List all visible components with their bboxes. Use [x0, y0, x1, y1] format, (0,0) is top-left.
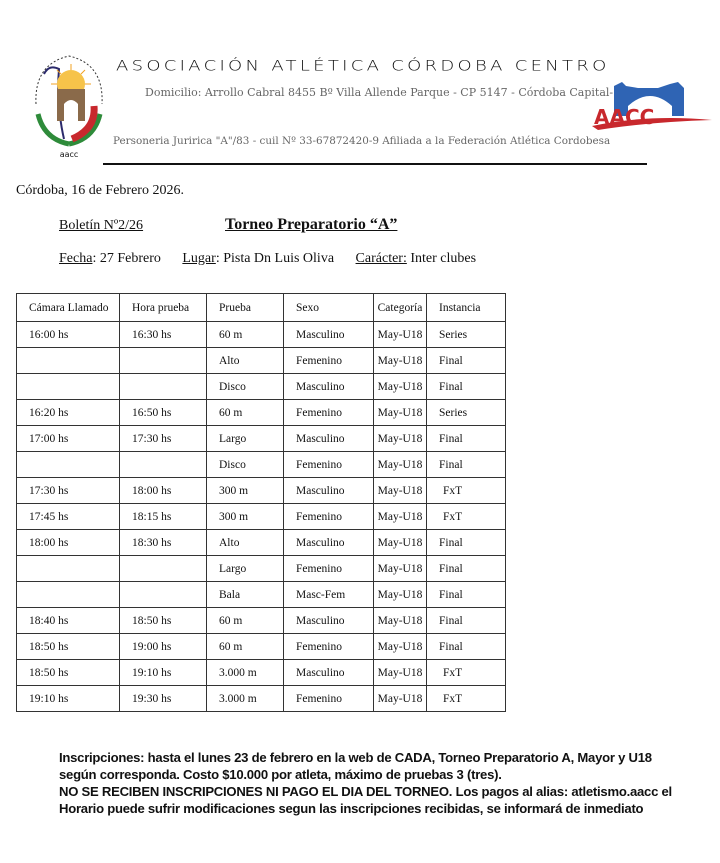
- cell-round: Final: [427, 452, 506, 478]
- cell-event: Disco: [207, 452, 284, 478]
- cell-call-room: 17:00 hs: [17, 426, 120, 452]
- cell-round: Final: [427, 608, 506, 634]
- cell-sex: Femenino: [284, 452, 374, 478]
- aacc-logo-right: [588, 76, 716, 134]
- cell-call-room: [17, 348, 120, 374]
- table-row: [17, 582, 506, 608]
- cell-call-room: 18:40 hs: [17, 608, 120, 634]
- cell-category: May-U18: [374, 322, 427, 348]
- cell-call-room: 16:20 hs: [17, 400, 120, 426]
- cell-call-room: 16:00 hs: [17, 322, 120, 348]
- cell-sex: Masc-Fem: [284, 582, 374, 608]
- cell-sex: Masculino: [284, 660, 374, 686]
- notes-line: Inscripciones: hasta el lunes 23 de febrero en la web de CADA, Torneo Preparatorio A, Mayor y U18: [59, 750, 652, 765]
- cell-call-room: [17, 452, 120, 478]
- bulletin-number: Boletín Nº2/26: [59, 218, 144, 233]
- cell-event-time: [120, 452, 207, 478]
- cell-round: FxT: [427, 660, 506, 686]
- cell-round: FxT: [427, 504, 506, 530]
- character-label: Carácter:: [355, 251, 407, 266]
- column-header-event-time: Hora prueba: [120, 294, 207, 322]
- cell-event-time: [120, 556, 207, 582]
- table-row: [17, 686, 506, 712]
- cell-sex: Femenino: [284, 504, 374, 530]
- cell-event-time: 18:30 hs: [120, 530, 207, 556]
- cell-event: 60 m: [207, 400, 284, 426]
- organization-name: ASOCIACIÓN ATLÉTICA CÓRDOBA CENTRO: [116, 58, 610, 75]
- cell-sex: Femenino: [284, 348, 374, 374]
- cell-category: May-U18: [374, 400, 427, 426]
- cell-event-time: 19:30 hs: [120, 686, 207, 712]
- cell-call-room: [17, 582, 120, 608]
- cell-round: Final: [427, 530, 506, 556]
- cell-round: Series: [427, 322, 506, 348]
- cell-event-time: 19:10 hs: [120, 660, 207, 686]
- table-row: [17, 660, 506, 686]
- table-row: [17, 530, 506, 556]
- cell-event-time: 17:30 hs: [120, 426, 207, 452]
- table-row: [17, 478, 506, 504]
- notes-line: Horario puede sufrir modificaciones segun las inscripciones recibidas, se informará de inmediato: [59, 801, 644, 816]
- table-row: [17, 452, 506, 478]
- table-row: [17, 322, 506, 348]
- tournament-title: Torneo Preparatorio “A”: [225, 216, 398, 233]
- cell-category: May-U18: [374, 504, 427, 530]
- table-row: [17, 608, 506, 634]
- cell-sex: Masculino: [284, 374, 374, 400]
- cell-sex: Femenino: [284, 634, 374, 660]
- character-detail: [356, 251, 477, 266]
- date-value: : 27 Febrero: [92, 251, 161, 266]
- table-row: [17, 556, 506, 582]
- cell-round: FxT: [427, 686, 506, 712]
- cell-event-time: [120, 348, 207, 374]
- cell-call-room: [17, 556, 120, 582]
- cell-category: May-U18: [374, 478, 427, 504]
- cell-event: Disco: [207, 374, 284, 400]
- cell-event: 60 m: [207, 608, 284, 634]
- table-row: [17, 400, 506, 426]
- table-row: [17, 634, 506, 660]
- cell-event: Bala: [207, 582, 284, 608]
- organization-legal-info: Personeria Juririca "A"/83 - cuil Nº 33-67872420-9 Afiliada a la Federación Atlética Cordobesa: [113, 135, 611, 147]
- cell-sex: Masculino: [284, 426, 374, 452]
- table-row: [17, 348, 506, 374]
- notes-line: según corresponda. Costo $10.000 por atleta, máximo de pruebas 3 (tres).: [59, 767, 502, 782]
- table-header-row: [17, 294, 506, 322]
- cell-event: 300 m: [207, 504, 284, 530]
- cell-event: 300 m: [207, 478, 284, 504]
- cell-event-time: 18:15 hs: [120, 504, 207, 530]
- cell-call-room: 18:50 hs: [17, 634, 120, 660]
- cell-category: May-U18: [374, 374, 427, 400]
- cell-event-time: 19:00 hs: [120, 634, 207, 660]
- cell-event: 60 m: [207, 634, 284, 660]
- cell-sex: Femenino: [284, 556, 374, 582]
- cell-category: May-U18: [374, 608, 427, 634]
- cell-event: Largo: [207, 556, 284, 582]
- cell-category: May-U18: [374, 452, 427, 478]
- cell-category: May-U18: [374, 530, 427, 556]
- column-header-round: Instancia: [427, 294, 506, 322]
- cell-sex: Masculino: [284, 478, 374, 504]
- cell-round: FxT: [427, 478, 506, 504]
- svg-text:aacc: aacc: [59, 150, 79, 159]
- document-date: Córdoba, 16 de Febrero 2026.: [16, 183, 184, 198]
- cell-call-room: 17:30 hs: [17, 478, 120, 504]
- cell-event: 60 m: [207, 322, 284, 348]
- cell-event-time: 18:00 hs: [120, 478, 207, 504]
- cell-sex: Masculino: [284, 608, 374, 634]
- place-label: Lugar: [182, 251, 216, 266]
- cell-call-room: 19:10 hs: [17, 686, 120, 712]
- table-row: [17, 504, 506, 530]
- cell-round: Final: [427, 582, 506, 608]
- cell-event: 3.000 m: [207, 660, 284, 686]
- cell-call-room: 18:50 hs: [17, 660, 120, 686]
- cell-round: Final: [427, 426, 506, 452]
- cell-category: May-U18: [374, 660, 427, 686]
- cell-round: Final: [427, 348, 506, 374]
- schedule-table: [16, 293, 506, 712]
- cell-round: Final: [427, 556, 506, 582]
- character-value: Inter clubes: [406, 251, 477, 266]
- cell-call-room: [17, 374, 120, 400]
- cell-category: May-U18: [374, 634, 427, 660]
- date-detail: [59, 251, 161, 266]
- event-details: [59, 251, 476, 267]
- registration-notes: [59, 749, 719, 817]
- cell-call-room: 17:45 hs: [17, 504, 120, 530]
- cell-sex: Masculino: [284, 322, 374, 348]
- header-divider: [103, 163, 647, 165]
- cell-event: Alto: [207, 530, 284, 556]
- cell-event-time: [120, 582, 207, 608]
- date-label: Fecha: [59, 251, 93, 266]
- column-header-category: Categoría: [374, 294, 427, 322]
- cell-round: Final: [427, 634, 506, 660]
- cell-sex: Femenino: [284, 686, 374, 712]
- cell-event-time: 16:50 hs: [120, 400, 207, 426]
- place-detail: [182, 251, 334, 266]
- cell-category: May-U18: [374, 556, 427, 582]
- table-row: [17, 426, 506, 452]
- cell-sex: Masculino: [284, 530, 374, 556]
- organization-address: Domicilio: Arrollo Cabral 8455 Bº Villa Allende Parque - CP 5147 - Córdoba Capital-: [145, 86, 614, 99]
- cell-event-time: 16:30 hs: [120, 322, 207, 348]
- cell-sex: Femenino: [284, 400, 374, 426]
- table-row: [17, 374, 506, 400]
- notes-line: NO SE RECIBEN INSCRIPCIONES NI PAGO EL DIA DEL TORNEO. Los pagos al alias: atletismo.aacc el: [59, 784, 672, 799]
- cell-category: May-U18: [374, 582, 427, 608]
- cell-round: Final: [427, 374, 506, 400]
- column-header-sex: Sexo: [284, 294, 374, 322]
- cell-round: Series: [427, 400, 506, 426]
- cell-event-time: 18:50 hs: [120, 608, 207, 634]
- association-logo-left: [24, 44, 114, 164]
- cell-event: Largo: [207, 426, 284, 452]
- place-value: : Pista Dn Luis Oliva: [215, 251, 335, 266]
- svg-text:AACC: AACC: [594, 105, 655, 129]
- cell-event: 3.000 m: [207, 686, 284, 712]
- cell-category: May-U18: [374, 426, 427, 452]
- column-header-event: Prueba: [207, 294, 284, 322]
- column-header-call-room: Cámara Llamado: [17, 294, 120, 322]
- cell-call-room: 18:00 hs: [17, 530, 120, 556]
- cell-category: May-U18: [374, 686, 427, 712]
- cell-event-time: [120, 374, 207, 400]
- cell-category: May-U18: [374, 348, 427, 374]
- cell-event: Alto: [207, 348, 284, 374]
